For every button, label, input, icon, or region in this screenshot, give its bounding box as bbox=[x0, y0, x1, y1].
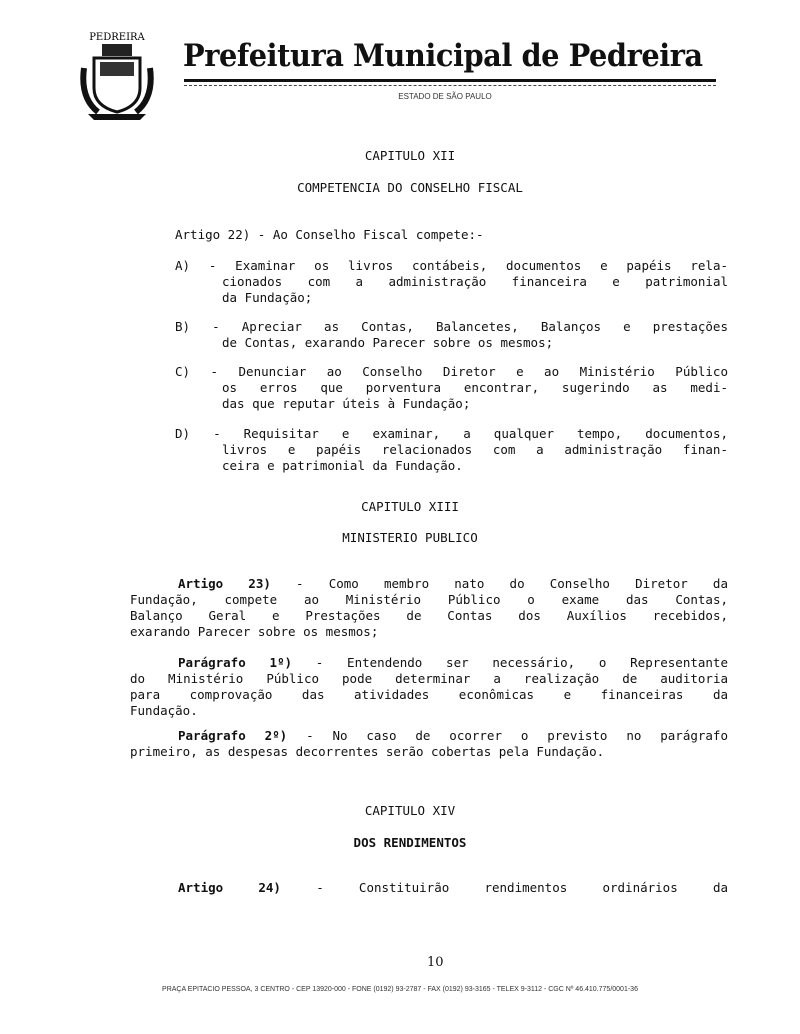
paragraph-1: Parágrafo 1º) - Entendendo ser necessário, o Representante do Ministério Público pode determinar a realização de auditoria para comprovação das atividades econômicas e financeiras da Fundação. bbox=[130, 655, 728, 718]
chapter-subtitle: MINISTERIO PUBLICO bbox=[342, 530, 478, 545]
chapter-title: CAPITULO XII bbox=[364, 148, 456, 163]
article-22: Artigo 22) - Ao Conselho Fiscal compete:- bbox=[175, 227, 484, 242]
header-rule bbox=[184, 79, 716, 82]
chapter-subtitle: COMPETENCIA DO CONSELHO FISCAL bbox=[297, 180, 523, 195]
item-b: B) - Apreciar as Contas, Balancetes, Balanços e prestações de Contas, exarando Parecer sobre os mesmos; bbox=[175, 319, 728, 350]
article-23: Artigo 23) - Como membro nato do Conselho Diretor da Fundação, compete ao Ministério Público o exame das Contas, Balanço Geral e Prestações de Contas dos Auxílios recebidos, exarando Parecer sobre os mesmos; bbox=[130, 576, 728, 639]
header-rule-dashed bbox=[184, 85, 716, 86]
item-c: C) - Denunciar ao Conselho Diretor e ao Ministério Público os erros que porventura encontrar, sugerindo as medi- das que reputar úteis à Fundação; bbox=[175, 364, 728, 411]
page-number: 10 bbox=[427, 955, 444, 970]
coat-of-arms-seal bbox=[80, 28, 155, 130]
article-24: Artigo 24) - Constituirão rendimentos ordinários da bbox=[178, 880, 728, 895]
letterhead-title: Prefeitura Municipal de Pedreira bbox=[183, 38, 703, 74]
item-a: A) - Examinar os livros contábeis, documentos e papéis rela- cionados com a administração financeira e patrimonial da Fundação; bbox=[175, 258, 728, 305]
chapter-title: CAPITULO XIII bbox=[361, 499, 459, 514]
footer-address: PRAÇA EPITACIO PESSOA, 3 CENTRO - CEP 13920-000 - FONE (0192) 93-2787 - FAX (0192) 93-3165 - TELEX 9-3112 - CGC Nº 46.410.775/0001-36 bbox=[162, 986, 638, 993]
paragraph-2: Parágrafo 2º) - No caso de ocorrer o previsto no parágrafo primeiro, as despesas decorrentes serão cobertas pela Fundação. bbox=[130, 728, 728, 759]
state-label: ESTADO DE SÃO PAULO bbox=[398, 92, 492, 101]
item-d: D) - Requisitar e examinar, a qualquer tempo, documentos, livros e papéis relacionados com a administração finan- ceira e patrimonial da Fundação. bbox=[175, 426, 728, 473]
svg-text:PEDREIRA: PEDREIRA bbox=[89, 32, 145, 43]
chapter-subtitle: DOS RENDIMENTOS bbox=[353, 835, 467, 850]
chapter-title: CAPITULO XIV bbox=[364, 803, 456, 818]
